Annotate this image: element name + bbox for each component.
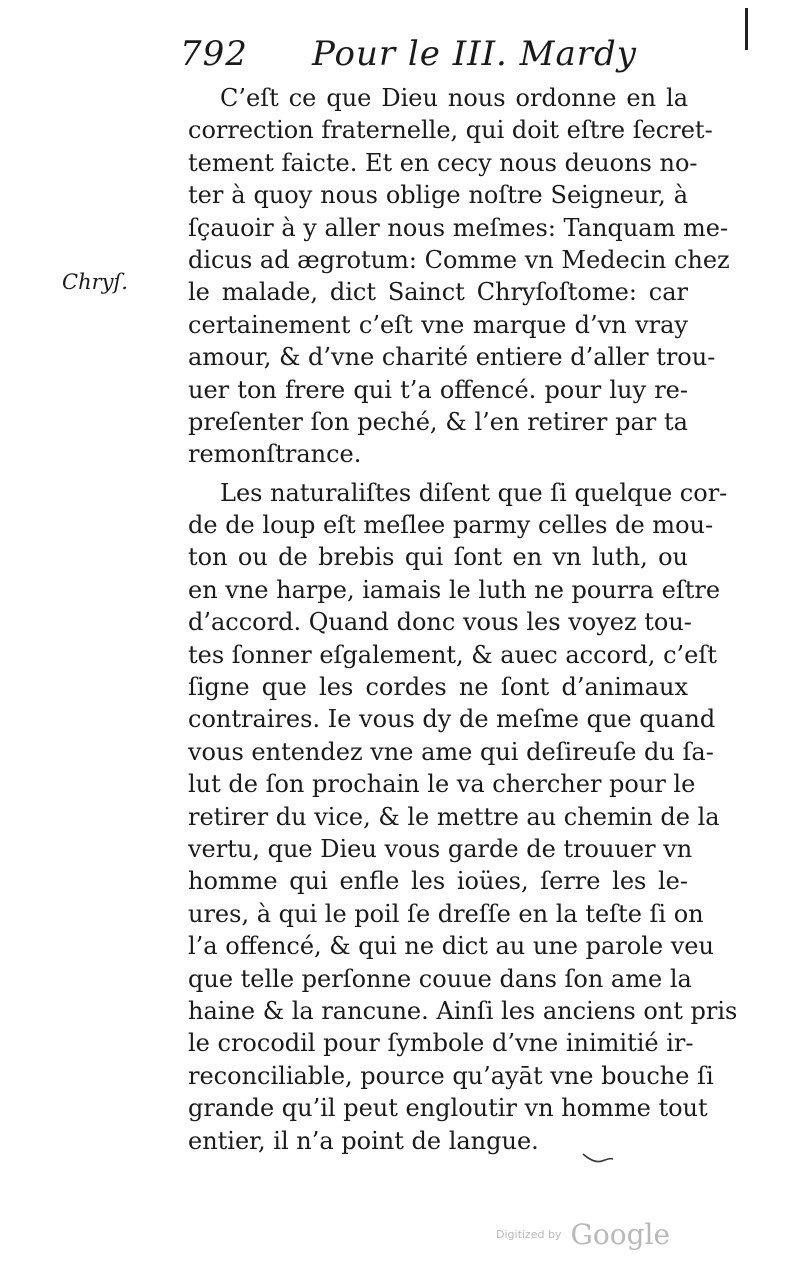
text-line: ter à quoy nous oblige noſtre Seigneur, à: [188, 181, 688, 210]
text-line: homme qui enfle les ioües, ſerre les le-: [188, 867, 688, 896]
text-line: le crocodil pour ſymbole d’vne inimitié ir-: [188, 1029, 694, 1058]
text-line: Les naturaliſtes diſent que ſi quelque cor-: [220, 478, 728, 507]
ink-mark-icon: [582, 1150, 614, 1166]
page-header: [180, 34, 637, 82]
paragraph-2: [188, 477, 738, 1157]
text-line: amour, & d’vne charité entiere d’aller trou-: [188, 343, 716, 372]
google-watermark: [496, 1218, 670, 1251]
paragraph-1: [188, 82, 730, 471]
text-line: preſenter ſon peché, & l’en retirer par ta: [188, 407, 688, 436]
text-line: lut de ſon prochain le va chercher pour le: [188, 770, 696, 799]
text-line: en vne harpe, iamais le luth ne pourra eſtre: [188, 575, 721, 604]
text-line: ſigne que les cordes ne ſont d’animaux: [188, 673, 688, 702]
text-line: dicus ad ægrotum: Comme vn Medecin chez: [188, 245, 730, 274]
page-edge-mark: [745, 8, 748, 50]
text-line: uer ton frere qui t’a offencé. pour luy re-: [188, 375, 688, 404]
text-line: haine & la rancune. Ainſi les anciens ont pris: [188, 996, 738, 1025]
text-line: retirer du vice, & le mettre au chemin de la: [188, 802, 720, 831]
text-line: d’accord. Quand donc vous les voyez tou-: [188, 608, 692, 637]
text-line: vertu, que Dieu vous garde de trouuer vn: [188, 834, 693, 863]
text-line: certainement c’eſt vne marque d’vn vray: [188, 310, 688, 339]
text-line: remonſtrance.: [188, 440, 362, 469]
margin-note: Chryſ.: [62, 270, 128, 294]
text-line: C’eſt ce que Dieu nous ordonne en la: [220, 84, 688, 112]
text-line: contraires. Ie vous dy de meſme que quand: [188, 705, 716, 734]
text-line: que telle perſonne couue dans ſon ame la: [188, 964, 692, 993]
text-line: correction fraternelle, qui doit eſtre ſecret-: [188, 116, 713, 145]
text-line: entier, il n’a point de langue.: [188, 1126, 539, 1155]
text-line: tement faicte. Et en cecy nous deuons no-: [188, 148, 698, 177]
body-text: [188, 82, 738, 1157]
text-line: tes ſonner eſgalement, & auec accord, c’eſt: [188, 640, 717, 669]
text-line: ſçauoir à y aller nous meſmes: Tanquam me-: [188, 213, 729, 242]
text-line: de de loup eſt meſlee parmy celles de mou-: [188, 511, 714, 540]
text-line: ures, à qui le poil ſe dreſſe en la teſte ſi on: [188, 899, 704, 928]
page-number: 792: [180, 34, 248, 74]
text-line: vous entendez vne ame qui deſireuſe du ſa-: [188, 737, 714, 766]
text-line: ton ou de brebis qui ſont en vn luth, ou: [188, 543, 688, 572]
text-line: l’a offencé, & qui ne dict au une parole veu: [188, 932, 714, 961]
running-head: Pour le III. Mardy: [312, 34, 637, 74]
text-line: grande qu’il peut engloutir vn homme tout: [188, 1094, 708, 1123]
text-line: reconciliable, pource qu’ayāt vne bouche ſi: [188, 1061, 714, 1090]
google-logo: Google: [570, 1218, 671, 1251]
text-line: le malade, dict Sainct Chryſoſtome: car: [188, 278, 688, 307]
watermark-prefix: Digitized by: [496, 1228, 562, 1241]
